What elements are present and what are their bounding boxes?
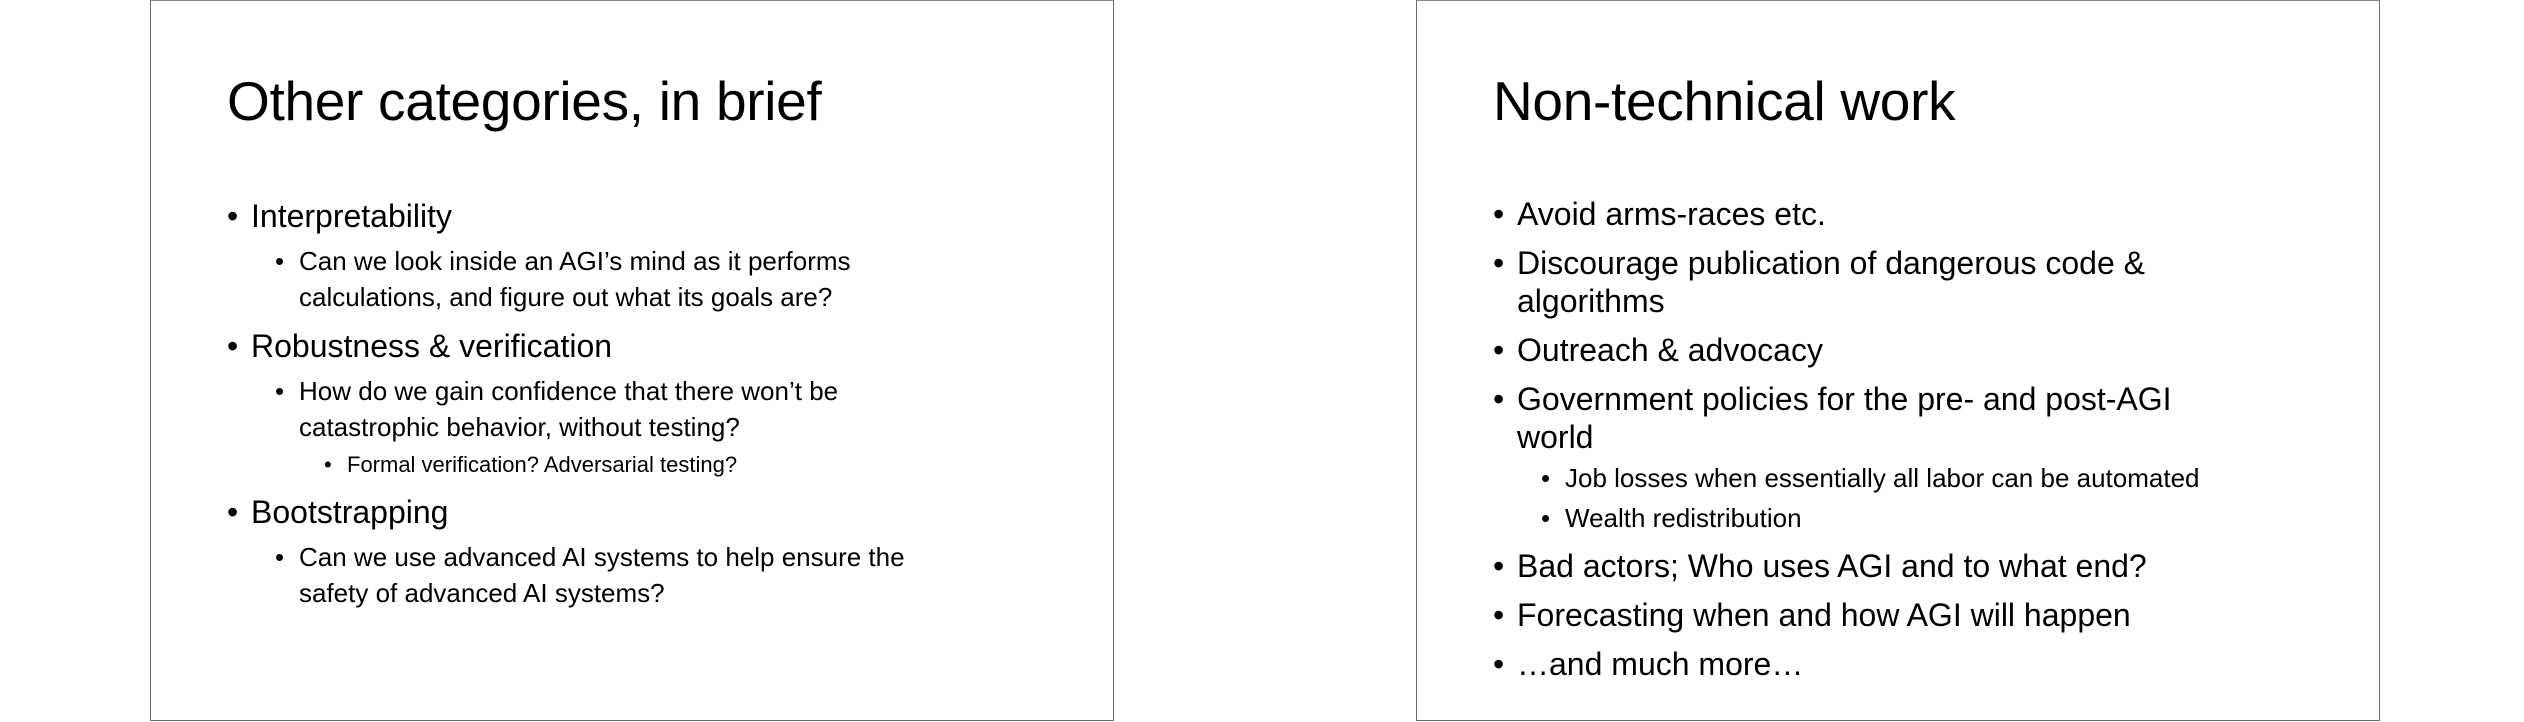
- bullet-interpretability: • Interpretability: [227, 197, 1083, 235]
- bullet-government-policies: • Government policies for the pre- and post-AGI world: [1493, 380, 2349, 456]
- bullet-discourage-publication: • Discourage publication of dangerous code & algorithms: [1493, 244, 2349, 320]
- bullet-bootstrapping: • Bootstrapping: [227, 493, 1083, 531]
- sub-bullet-confidence: • How do we gain confidence that there won’t be catastrophic behavior, without testing?: [227, 373, 1083, 445]
- slide-title: Other categories, in brief: [227, 70, 822, 132]
- sub-sub-bullet-formal-verification: • Formal verification? Adversarial testing?: [227, 449, 1083, 481]
- slide-other-categories: [150, 0, 1114, 721]
- bullet-forecasting: • Forecasting when and how AGI will happen: [1493, 596, 2349, 634]
- bullet-list: [227, 197, 1083, 611]
- slide-non-technical-work: [1416, 0, 2380, 721]
- bullet-arms-races: • Avoid arms-races etc.: [1493, 195, 2349, 233]
- sub-bullet-wealth-redistribution: • Wealth redistribution: [1493, 500, 2349, 536]
- sub-bullet-job-losses: • Job losses when essentially all labor can be automated: [1493, 460, 2349, 496]
- bullet-bad-actors: • Bad actors; Who uses AGI and to what end?: [1493, 547, 2349, 585]
- sub-bullet-advanced-ai: • Can we use advanced AI systems to help ensure the safety of advanced AI systems?: [227, 539, 1083, 611]
- sub-bullet-look-inside: • Can we look inside an AGI’s mind as it performs calculations, and figure out what its goals are?: [227, 243, 1083, 315]
- bullet-much-more: • …and much more…: [1493, 645, 2349, 683]
- bullet-robustness: • Robustness & verification: [227, 327, 1083, 365]
- bullet-outreach: • Outreach & advocacy: [1493, 331, 2349, 369]
- slide-title: Non-technical work: [1493, 70, 1956, 132]
- bullet-list: [1493, 195, 2349, 683]
